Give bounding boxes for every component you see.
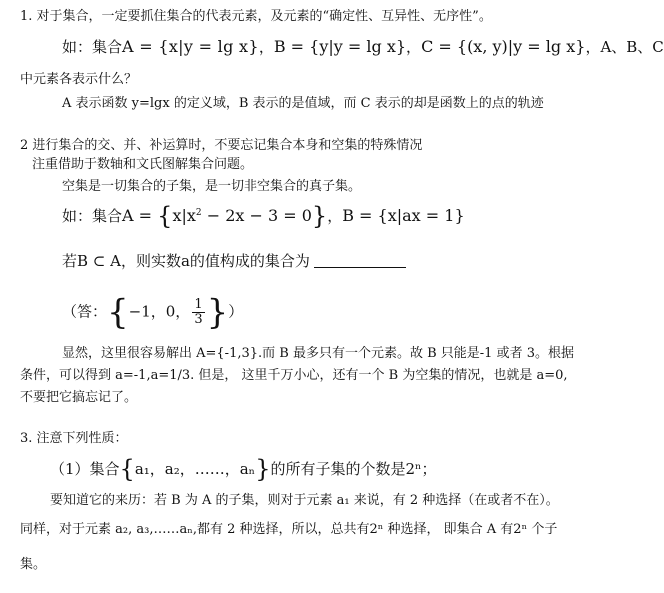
section-3-title: 3. 注意下列性质：: [20, 431, 128, 446]
answer-suffix: ）: [228, 302, 244, 321]
numerator: 1: [194, 297, 203, 312]
section-2-title: 2 进行集合的交、并、补运算时，不要忘记集合本身和空集的特殊情况: [20, 138, 423, 153]
set-a-body: x|x: [172, 206, 196, 225]
section-1-title: 1. 对于集合，一定要抓住集合的代表元素，及元素的“确定性、互异性、无序性”。: [20, 9, 492, 24]
element-list: a₁，a₂，……，aₙ: [134, 460, 256, 478]
section-2-note: 注重借助于数轴和文氏图解集合问题。: [32, 157, 254, 172]
property-prefix: （1）集合: [50, 460, 120, 478]
property-explanation-3: 集。: [20, 557, 47, 572]
right-brace: }: [206, 292, 229, 333]
property-explanation-2: 同样，对于元素 a₂, a₃,……aₙ,都有 2 种选择，所以，总共有2ⁿ 种选择， 即集合 A 有2ⁿ 个子: [20, 522, 558, 537]
left-brace: {: [107, 292, 129, 333]
right-brace: }: [311, 202, 328, 230]
answer-blank: [314, 253, 406, 268]
set-b-formula: B = {x|ax = 1}: [342, 206, 465, 225]
section-1-question: 中元素各表示什么？: [20, 72, 138, 87]
left-brace: {: [157, 202, 173, 230]
empty-set-statement: 空集是一切集合的子集，是一切非空集合的真子集。: [62, 179, 362, 194]
question-line: [62, 251, 406, 271]
property-explanation-1: 要知道它的来历：若 B 为 A 的子集，则对于元素 a₁ 来说，有 2 种选择（在或者不在）。: [50, 493, 559, 508]
example-prefix: 如：集合: [62, 38, 123, 56]
answer-prefix: （答：: [62, 302, 108, 321]
fraction-one-third: [192, 298, 204, 327]
section-1-answer: A 表示函数 y=lgx 的定义域，B 表示的是值域，而 C 表示的却是函数上的点的轨迹: [62, 96, 544, 111]
section-2-example: [62, 202, 465, 230]
set-b-formula: B = {y|y = lg x}: [273, 37, 407, 56]
set-a-lhs: A =: [122, 206, 158, 225]
question-text: 若B ⊂ A，则实数a的值构成的集合为: [62, 252, 310, 270]
set-a-rest: − 2x − 3 = 0: [201, 206, 312, 225]
example-suffix: ，A、B、C: [585, 38, 664, 56]
example-prefix: 如：集合: [62, 207, 123, 225]
separator: ，: [258, 38, 274, 56]
section-1-example: [62, 37, 664, 57]
left-brace: {: [119, 455, 135, 483]
property-1: [50, 455, 437, 483]
set-a-formula: A = {x|y = lg x}: [122, 37, 259, 56]
explanation-line-3: 不要把它搞忘记了。: [20, 390, 138, 405]
exponent-2: 2: [195, 208, 202, 218]
right-brace: }: [255, 455, 271, 483]
explanation-line-2: 条件，可以得到 a=-1,a=1/3. 但是， 这里千万小心，还有一个 B 为空集的情况，也就是 a=0,: [20, 368, 568, 383]
explanation-line-1: 显然，这里很容易解出 A={-1,3}.而 B 最多只有一个元素。故 B 只能是-1 或者 3。根据: [62, 346, 574, 361]
property-suffix: 的所有子集的个数是2ⁿ；: [270, 460, 437, 478]
separator: ，: [327, 207, 343, 225]
answer-line: [62, 292, 244, 333]
separator: ，: [406, 38, 422, 56]
answer-values: −1，0，: [128, 302, 191, 321]
set-c-formula: C = {(x, y)|y = lg x}: [421, 37, 586, 56]
denominator: 3: [194, 312, 203, 327]
